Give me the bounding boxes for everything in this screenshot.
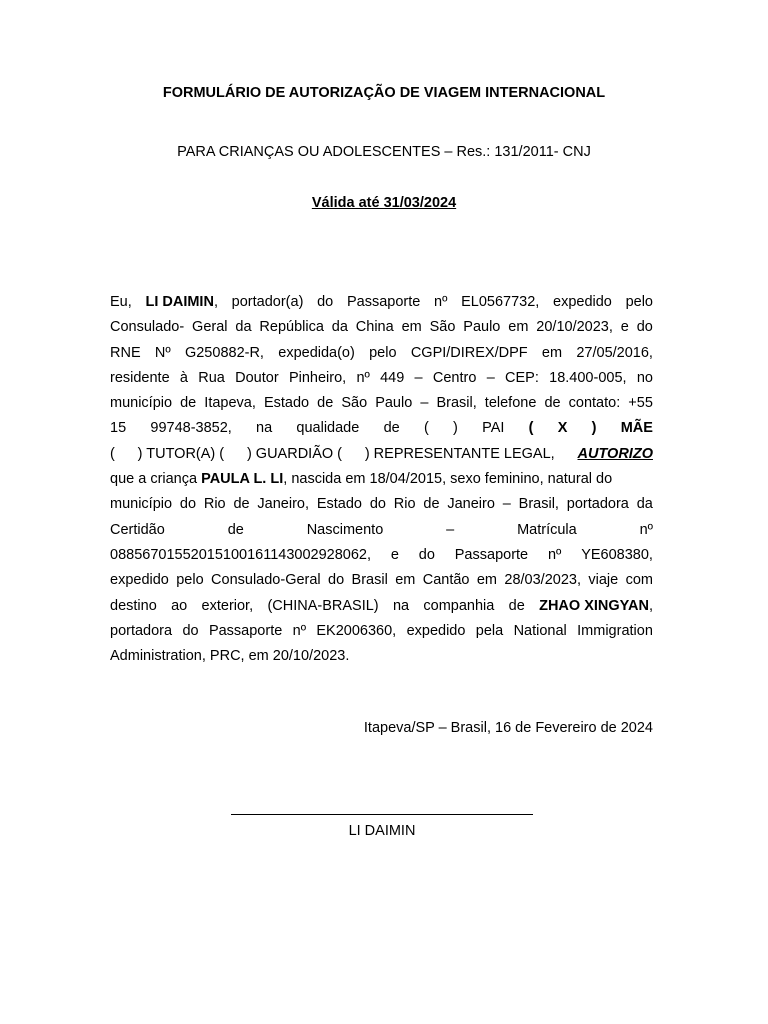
text-word — [110, 416, 126, 441]
text-word — [423, 568, 470, 593]
text-run: Administration, PRC, em 20/10/2023. — [110, 648, 350, 665]
text-run: ) — [453, 420, 458, 437]
text-run: G250882-R, — [184, 344, 264, 361]
text-run: – — [502, 496, 511, 513]
text-run: Itapeva, — [204, 395, 256, 412]
text-run: CEP: — [505, 369, 539, 386]
text-line — [110, 416, 653, 441]
text-word — [517, 518, 577, 543]
text-word — [411, 341, 528, 366]
text-line — [110, 568, 653, 593]
text-word — [232, 290, 304, 315]
text-run: ) GUARDIÃO ( — [246, 445, 342, 462]
text-run: São — [429, 319, 456, 336]
text-word — [553, 290, 612, 315]
text-word — [317, 290, 333, 315]
text-run: China — [355, 319, 394, 336]
text-run: nº — [639, 521, 653, 538]
text-run: EK2006360, — [316, 622, 397, 639]
text-word — [503, 492, 511, 517]
text-word — [293, 619, 306, 644]
text-word — [549, 366, 626, 391]
text-run: qualidade — [296, 420, 360, 437]
text-word — [461, 290, 539, 315]
text-word — [544, 391, 560, 416]
text-word — [637, 492, 653, 517]
text-word — [347, 290, 420, 315]
text-run: Brasil, — [518, 496, 559, 513]
text-run: município — [110, 496, 173, 513]
text-word — [420, 391, 428, 416]
text-run: residente — [110, 369, 170, 386]
text-run: ao — [171, 597, 188, 614]
text-word — [110, 442, 115, 467]
text-word — [536, 315, 613, 340]
text-word — [180, 391, 196, 416]
text-run: YE608380, — [581, 546, 653, 563]
text-word — [482, 416, 504, 441]
bold-text: ( — [528, 420, 534, 437]
text-run: Brasil — [351, 572, 388, 589]
text-word: que a criança — [110, 471, 202, 488]
text-word — [485, 391, 537, 416]
text-word — [110, 366, 170, 391]
text-word — [391, 543, 399, 568]
text-run: telefone — [484, 395, 537, 412]
text-run: +55 — [628, 395, 653, 412]
text-run: Nº — [154, 344, 171, 361]
text-word — [171, 594, 187, 619]
text-word — [542, 341, 562, 366]
text-run: em — [395, 572, 416, 589]
signature-line — [231, 814, 533, 815]
text-run: Rio — [203, 496, 226, 513]
text-word — [110, 315, 184, 340]
text-word — [558, 416, 568, 441]
text-line — [110, 619, 653, 644]
text-word — [247, 442, 342, 467]
text-run: do — [636, 319, 653, 336]
text-word — [419, 543, 435, 568]
text-word — [453, 416, 458, 441]
text-word — [317, 492, 362, 517]
authorization-text — [110, 290, 653, 669]
text-word — [508, 315, 528, 340]
text-word — [356, 315, 394, 340]
text-word — [407, 619, 466, 644]
text-run: (CHINA-BRASIL) — [267, 597, 379, 614]
text-line — [110, 391, 653, 416]
text-word — [201, 467, 283, 492]
text-run: em — [476, 572, 498, 589]
text-run: República — [259, 319, 324, 336]
text-run: e — [390, 546, 399, 563]
text-word — [110, 619, 172, 644]
text-word — [519, 492, 559, 517]
text-word — [380, 366, 404, 391]
text-run: Paulo — [463, 319, 501, 336]
text-word — [567, 492, 629, 517]
validity-date: Válida até 31/03/2024 — [311, 195, 457, 211]
text-run: Estado — [316, 496, 362, 513]
text-run: expedido — [406, 622, 466, 639]
text-run: – — [420, 395, 429, 412]
text-word — [155, 341, 171, 366]
text-run: do — [182, 622, 199, 639]
text-word — [514, 619, 567, 644]
text-word — [180, 492, 196, 517]
text-word — [328, 568, 344, 593]
text-run: Consulado-Geral — [211, 572, 321, 589]
text-run: município — [110, 395, 173, 412]
text-word — [384, 416, 400, 441]
text-word — [110, 644, 349, 669]
text-run: portadora — [110, 622, 173, 639]
text-run: nº — [356, 369, 370, 386]
text-word — [433, 366, 477, 391]
text-word — [394, 492, 416, 517]
text-word — [110, 594, 157, 619]
text-word — [476, 619, 503, 644]
text-word — [204, 391, 256, 416]
text-run: Paulo — [375, 395, 413, 412]
text-run: nº — [434, 294, 448, 310]
bold-text: X — [557, 420, 568, 437]
text-word — [352, 568, 388, 593]
text-word — [317, 391, 333, 416]
text-word — [505, 366, 539, 391]
text-run: expedida(o) — [278, 344, 355, 361]
text-run: Janeiro — [447, 496, 495, 513]
text-run: PAI — [482, 420, 505, 437]
text-word — [356, 366, 369, 391]
text-word — [316, 619, 396, 644]
text-word — [256, 416, 272, 441]
text-word — [539, 594, 653, 619]
text-run: do — [317, 294, 334, 310]
text-run: de — [233, 496, 250, 513]
text-run: com — [625, 572, 653, 589]
text-word — [447, 492, 495, 517]
text-run: Nascimento — [306, 521, 384, 538]
text-word — [176, 568, 203, 593]
document-title: FORMULÁRIO DE AUTORIZAÇÃO DE VIAGEM INTERNACIONAL — [162, 85, 606, 101]
text-run: contato: — [568, 395, 621, 412]
bold-text: PAULA L. LI — [201, 471, 284, 488]
text-run: Rio — [393, 496, 416, 513]
text-run: em — [508, 319, 529, 336]
text-run: National — [513, 622, 567, 639]
text-run: Janeiro, — [257, 496, 310, 513]
text-run: Pinheiro, — [288, 369, 347, 386]
text-word — [626, 290, 653, 315]
text-run: de — [317, 395, 334, 412]
text-run: 27/05/2016, — [576, 344, 653, 361]
text-run: pelo — [625, 294, 653, 310]
text-word — [640, 518, 653, 543]
text-word — [110, 492, 172, 517]
text-word — [185, 341, 264, 366]
text-word — [145, 290, 218, 315]
text-run: do — [369, 496, 386, 513]
text-run: do — [179, 496, 197, 513]
text-word — [581, 543, 653, 568]
text-word — [110, 341, 141, 366]
text-line — [110, 315, 653, 340]
text-run: pelo — [369, 344, 397, 361]
text-run: RNE — [110, 344, 141, 361]
text-word — [202, 594, 254, 619]
place-date: Itapeva/SP – Brasil, 16 de Fevereiro de 2024 — [363, 720, 653, 736]
text-run: CGPI/DIREX/DPF — [410, 344, 528, 361]
text-word — [198, 366, 225, 391]
text-word — [578, 442, 653, 467]
text-run: 08856701552015100161143002928062, — [110, 546, 372, 563]
text-run: Matrícula — [517, 521, 577, 538]
text-run: 15 — [110, 420, 127, 437]
text-run: – — [446, 521, 455, 538]
text-run: de — [544, 395, 561, 412]
document-subtitle: PARA CRIANÇAS OU ADOLESCENTES – Res.: 131/2011- CNJ — [177, 144, 591, 160]
text-word — [211, 568, 321, 593]
text-word — [228, 518, 244, 543]
text-word — [235, 315, 251, 340]
text-word — [138, 442, 224, 467]
text-word — [267, 594, 378, 619]
text-run: São — [341, 395, 368, 412]
text-run: portador(a) — [231, 294, 304, 310]
text-run: Immigration — [577, 622, 653, 639]
text-word — [307, 518, 384, 543]
text-run: Passaporte — [346, 294, 421, 310]
text-word — [192, 315, 227, 340]
text-word — [365, 442, 555, 467]
text-run: na — [256, 420, 273, 437]
text-word — [150, 416, 231, 441]
text-run: – — [486, 369, 495, 386]
text-word — [446, 518, 454, 543]
text-run: Eu, — [110, 294, 132, 310]
text-word — [393, 594, 409, 619]
text-run: da — [331, 319, 348, 336]
text-word — [504, 568, 581, 593]
text-word — [436, 391, 476, 416]
text-word — [375, 391, 412, 416]
text-word — [332, 315, 348, 340]
text-run: nº — [292, 622, 307, 639]
text-run: expedido — [110, 572, 169, 589]
text-word — [434, 290, 447, 315]
text-line — [110, 366, 653, 391]
text-run: portadora — [566, 496, 629, 513]
text-line — [110, 518, 653, 543]
text-word — [402, 315, 422, 340]
text-word — [592, 416, 597, 441]
text-word — [264, 391, 309, 416]
text-word — [637, 315, 653, 340]
text-run: ( — [110, 445, 115, 462]
text-word — [180, 366, 188, 391]
text-run: – — [414, 369, 423, 386]
text-word — [487, 366, 495, 391]
text-word — [548, 543, 561, 568]
text-word — [424, 416, 429, 441]
text-run: de — [227, 521, 244, 538]
text-word — [259, 315, 324, 340]
text-run: Consulado- — [110, 319, 185, 336]
text-line — [110, 594, 653, 619]
text-run: pelo — [176, 572, 204, 589]
text-run: Estado — [263, 395, 310, 412]
text-word — [576, 341, 653, 366]
text-word — [621, 315, 629, 340]
text-word — [423, 492, 439, 517]
text-word — [370, 492, 386, 517]
text-run: 99748-3852, — [150, 420, 232, 437]
text-run: EL0567732, — [461, 294, 540, 310]
signatory-name: LI DAIMIN — [348, 823, 416, 839]
text-run: Passaporte — [208, 622, 283, 639]
text-word — [110, 391, 172, 416]
text-line — [110, 467, 653, 492]
text-line — [110, 290, 653, 315]
text-word — [430, 315, 456, 340]
text-run: Cantão — [422, 572, 470, 589]
text-word — [110, 568, 169, 593]
text-run: Rua — [198, 369, 225, 386]
text-word — [233, 492, 249, 517]
text-word — [296, 416, 359, 441]
authorization-keyword: AUTORIZO — [577, 445, 653, 462]
text-word — [395, 568, 415, 593]
text-word — [455, 543, 528, 568]
text-word — [369, 341, 396, 366]
bold-text: LI DAIMIN — [145, 294, 214, 310]
text-line — [110, 341, 653, 366]
text-word — [110, 290, 132, 315]
text-word — [637, 366, 653, 391]
bold-text: ZHAO XINGYAN — [539, 597, 649, 614]
text-word — [621, 416, 653, 441]
text-run: viaje — [588, 572, 619, 589]
text-word — [283, 467, 612, 492]
text-run: de — [423, 496, 440, 513]
text-run: da — [235, 319, 252, 336]
text-word — [209, 619, 282, 644]
text-word — [509, 594, 525, 619]
text-run: 18.400-005, — [549, 369, 627, 386]
text-word — [204, 492, 226, 517]
text-run: Geral — [192, 319, 228, 336]
text-run: , — [648, 597, 653, 614]
text-line — [110, 442, 653, 467]
bold-text: MÃE — [620, 420, 653, 437]
text-word — [628, 391, 653, 416]
text-run: 20/10/2023, — [536, 319, 613, 336]
text-line — [110, 644, 653, 669]
text-word — [110, 543, 371, 568]
text-word — [577, 619, 653, 644]
text-run: ) TUTOR(A) ( — [137, 445, 225, 462]
text-run: Doutor — [235, 369, 279, 386]
text-run: ( — [423, 420, 429, 437]
text-run: do — [418, 546, 435, 563]
text-word — [415, 366, 423, 391]
text-run: Brasil, — [436, 395, 477, 412]
text-run: à — [179, 369, 188, 386]
text-run: expedido — [553, 294, 612, 310]
text-run: destino — [110, 597, 157, 614]
text-word — [341, 391, 367, 416]
text-word — [423, 594, 494, 619]
text-run: no — [636, 369, 653, 386]
text-word — [477, 568, 497, 593]
bold-text: ) — [591, 420, 597, 437]
text-run: , nascida em 18/04/2015, sexo feminino, natural do — [283, 471, 613, 488]
text-line — [110, 543, 653, 568]
text-word — [569, 391, 621, 416]
text-word — [257, 492, 309, 517]
text-run: nº — [547, 546, 562, 563]
text-run: em — [401, 319, 422, 336]
text-word — [626, 568, 653, 593]
text-word — [235, 366, 279, 391]
text-run: de — [180, 395, 197, 412]
text-line — [110, 492, 653, 517]
text-run: 449 — [380, 369, 405, 386]
text-run: pela — [475, 622, 504, 639]
text-run: , — [213, 294, 218, 310]
text-word — [110, 518, 165, 543]
text-word — [278, 341, 355, 366]
text-run: de — [508, 597, 525, 614]
text-word — [182, 619, 198, 644]
text-run: em — [541, 344, 563, 361]
text-run: de — [383, 420, 400, 437]
text-run: da — [636, 496, 653, 513]
text-run: 28/03/2023, — [504, 572, 581, 589]
text-word — [529, 416, 534, 441]
text-word — [588, 568, 618, 593]
text-run: Centro — [432, 369, 477, 386]
text-run: e — [620, 319, 629, 336]
text-run: exterior, — [201, 597, 254, 614]
text-run: companhia — [423, 597, 495, 614]
text-run: Certidão — [110, 521, 165, 538]
text-run: do — [328, 572, 345, 589]
text-word — [463, 315, 500, 340]
text-run: ) REPRESENTANTE LEGAL, — [364, 445, 555, 462]
text-word — [289, 366, 346, 391]
text-run: Passaporte — [454, 546, 529, 563]
text-run: na — [392, 597, 410, 614]
